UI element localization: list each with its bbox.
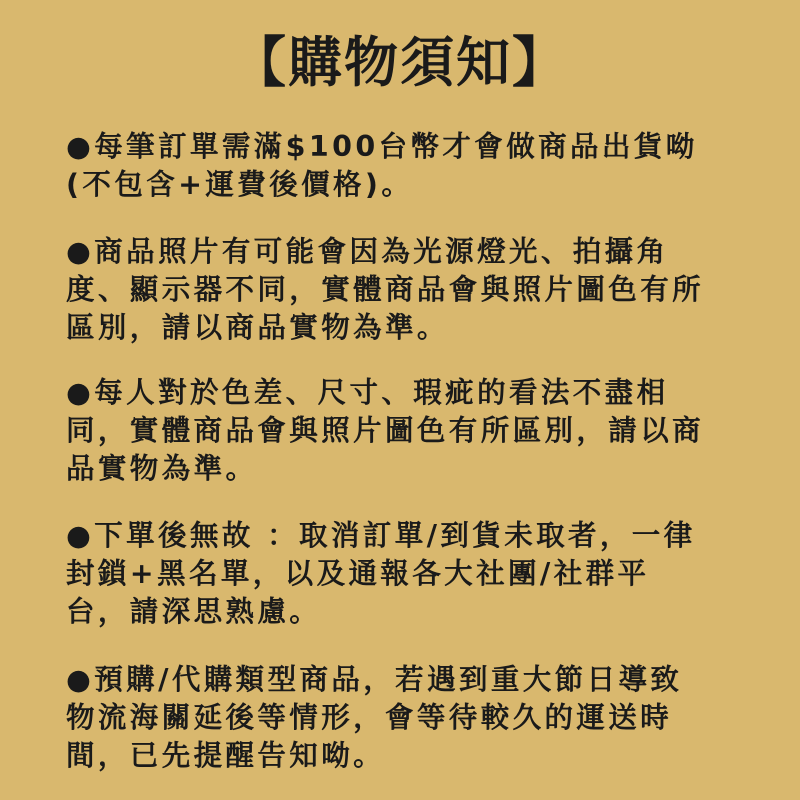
- notice-line: 品實物為準。: [66, 452, 258, 485]
- notice-line: ●預購/代購類型商品，若遇到重大節日導致: [66, 663, 683, 696]
- notice-preorder-delay: [66, 661, 726, 775]
- notice-line: 區別，請以商品實物為準。: [66, 311, 449, 344]
- notice-line: 間，已先提醒告知呦。: [66, 739, 386, 772]
- notice-line: 度、顯示器不同，實體商品會與照片圖色有所: [66, 273, 705, 306]
- notice-minimum-order: [66, 128, 726, 204]
- notice-line: 物流海關延後等情形，會等待較久的運送時: [66, 701, 673, 734]
- notice-cancellation: [66, 517, 726, 631]
- notice-line: 台，請深思熟慮。: [66, 595, 322, 628]
- notice-line: (不包含+運費後價格)。: [66, 168, 414, 201]
- notice-line: 同，實體商品會與照片圖色有所區別，請以商: [66, 414, 705, 447]
- notice-line: ●每人對於色差、尺寸、瑕疵的看法不盡相: [66, 376, 669, 409]
- notice-line: 封鎖+黑名單，以及通報各大社團/社群平: [66, 557, 650, 590]
- notice-line: ●商品照片有可能會因為光源燈光、拍攝角: [66, 235, 669, 268]
- notice-line: ●下單後無故 ：取消訂單/到貨未取者，一律: [66, 519, 696, 552]
- page-title: 【購物須知】: [232, 31, 568, 94]
- notice-photo-color: [66, 233, 726, 347]
- notice-perception: [66, 374, 726, 488]
- notice-line: ●每筆訂單需滿$100台幣才會做商品出貨呦: [66, 130, 698, 163]
